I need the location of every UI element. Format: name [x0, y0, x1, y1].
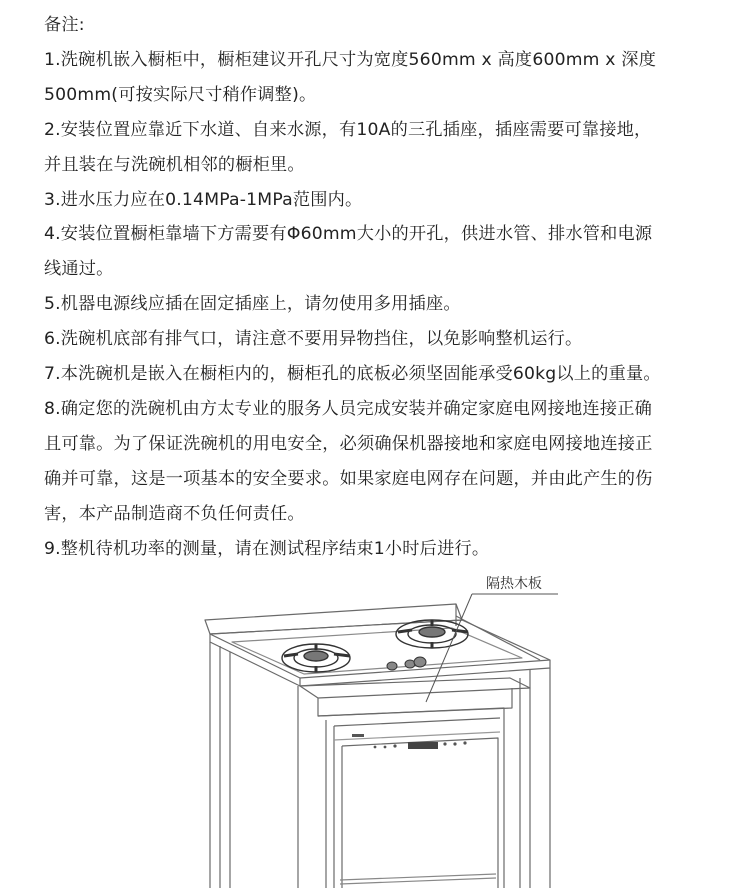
note-line: 6.洗碗机底部有排气口，请注意不要用异物挡住，以免影响整机运行。 — [44, 329, 583, 350]
cabinet-drawing — [0, 570, 750, 891]
installation-illustration — [0, 570, 750, 891]
callout-label: 隔热木板 — [486, 576, 542, 592]
callout — [426, 575, 558, 702]
burner-left — [282, 644, 350, 672]
note-line: 2.安装位置应靠近下水道、自来水源，有10A的三孔插座，插座需要可靠接地， — [44, 119, 652, 140]
note-line: 并且装在与洗碗机相邻的橱柜里。 — [44, 154, 305, 175]
notes-heading: 备注: — [44, 15, 85, 35]
note-line: 3.进水压力应在0.14MPa-1MPa范围内。 — [44, 189, 363, 210]
burner-right — [396, 620, 468, 648]
note-line: 7.本洗碗机是嵌入在橱柜内的，橱柜孔的底板必须坚固能承受60kg以上的重量。 — [44, 364, 661, 385]
insulation-board — [300, 678, 530, 698]
note-line: 确并可靠，这是一项基本的安全要求。如果家庭电网存在问题，并由此产生的伤 — [44, 468, 653, 489]
note-line: 5.机器电源线应插在固定插座上，请勿使用多用插座。 — [44, 294, 461, 315]
installation-notes — [44, 8, 724, 567]
note-line: 线通过。 — [44, 259, 114, 280]
note-line: 害，本产品制造商不负任何责任。 — [44, 503, 305, 524]
countertop — [210, 620, 550, 678]
dishwasher-body — [318, 708, 504, 888]
note-line: 1.洗碗机嵌入橱柜中，橱柜建议开孔尺寸为宽度560mm x 高度600mm x 深度 — [44, 49, 657, 70]
note-line: 9.整机待机功率的测量，请在测试程序结束1小时后进行。 — [44, 538, 490, 559]
note-line: 且可靠。为了保证洗碗机的用电安全，必须确保机器接地和家庭电网接地连接正 — [44, 433, 653, 454]
note-line: 8.确定您的洗碗机由方太专业的服务人员完成安装并确定家庭电网接地连接正确 — [44, 398, 652, 419]
stove-knobs — [387, 657, 426, 670]
note-line: 4.安装位置橱柜靠墙下方需要有Φ60mm大小的开孔，供进水管、排水管和电源 — [44, 224, 653, 245]
note-line: 500mm(可按实际尺寸稍作调整)。 — [44, 84, 317, 105]
